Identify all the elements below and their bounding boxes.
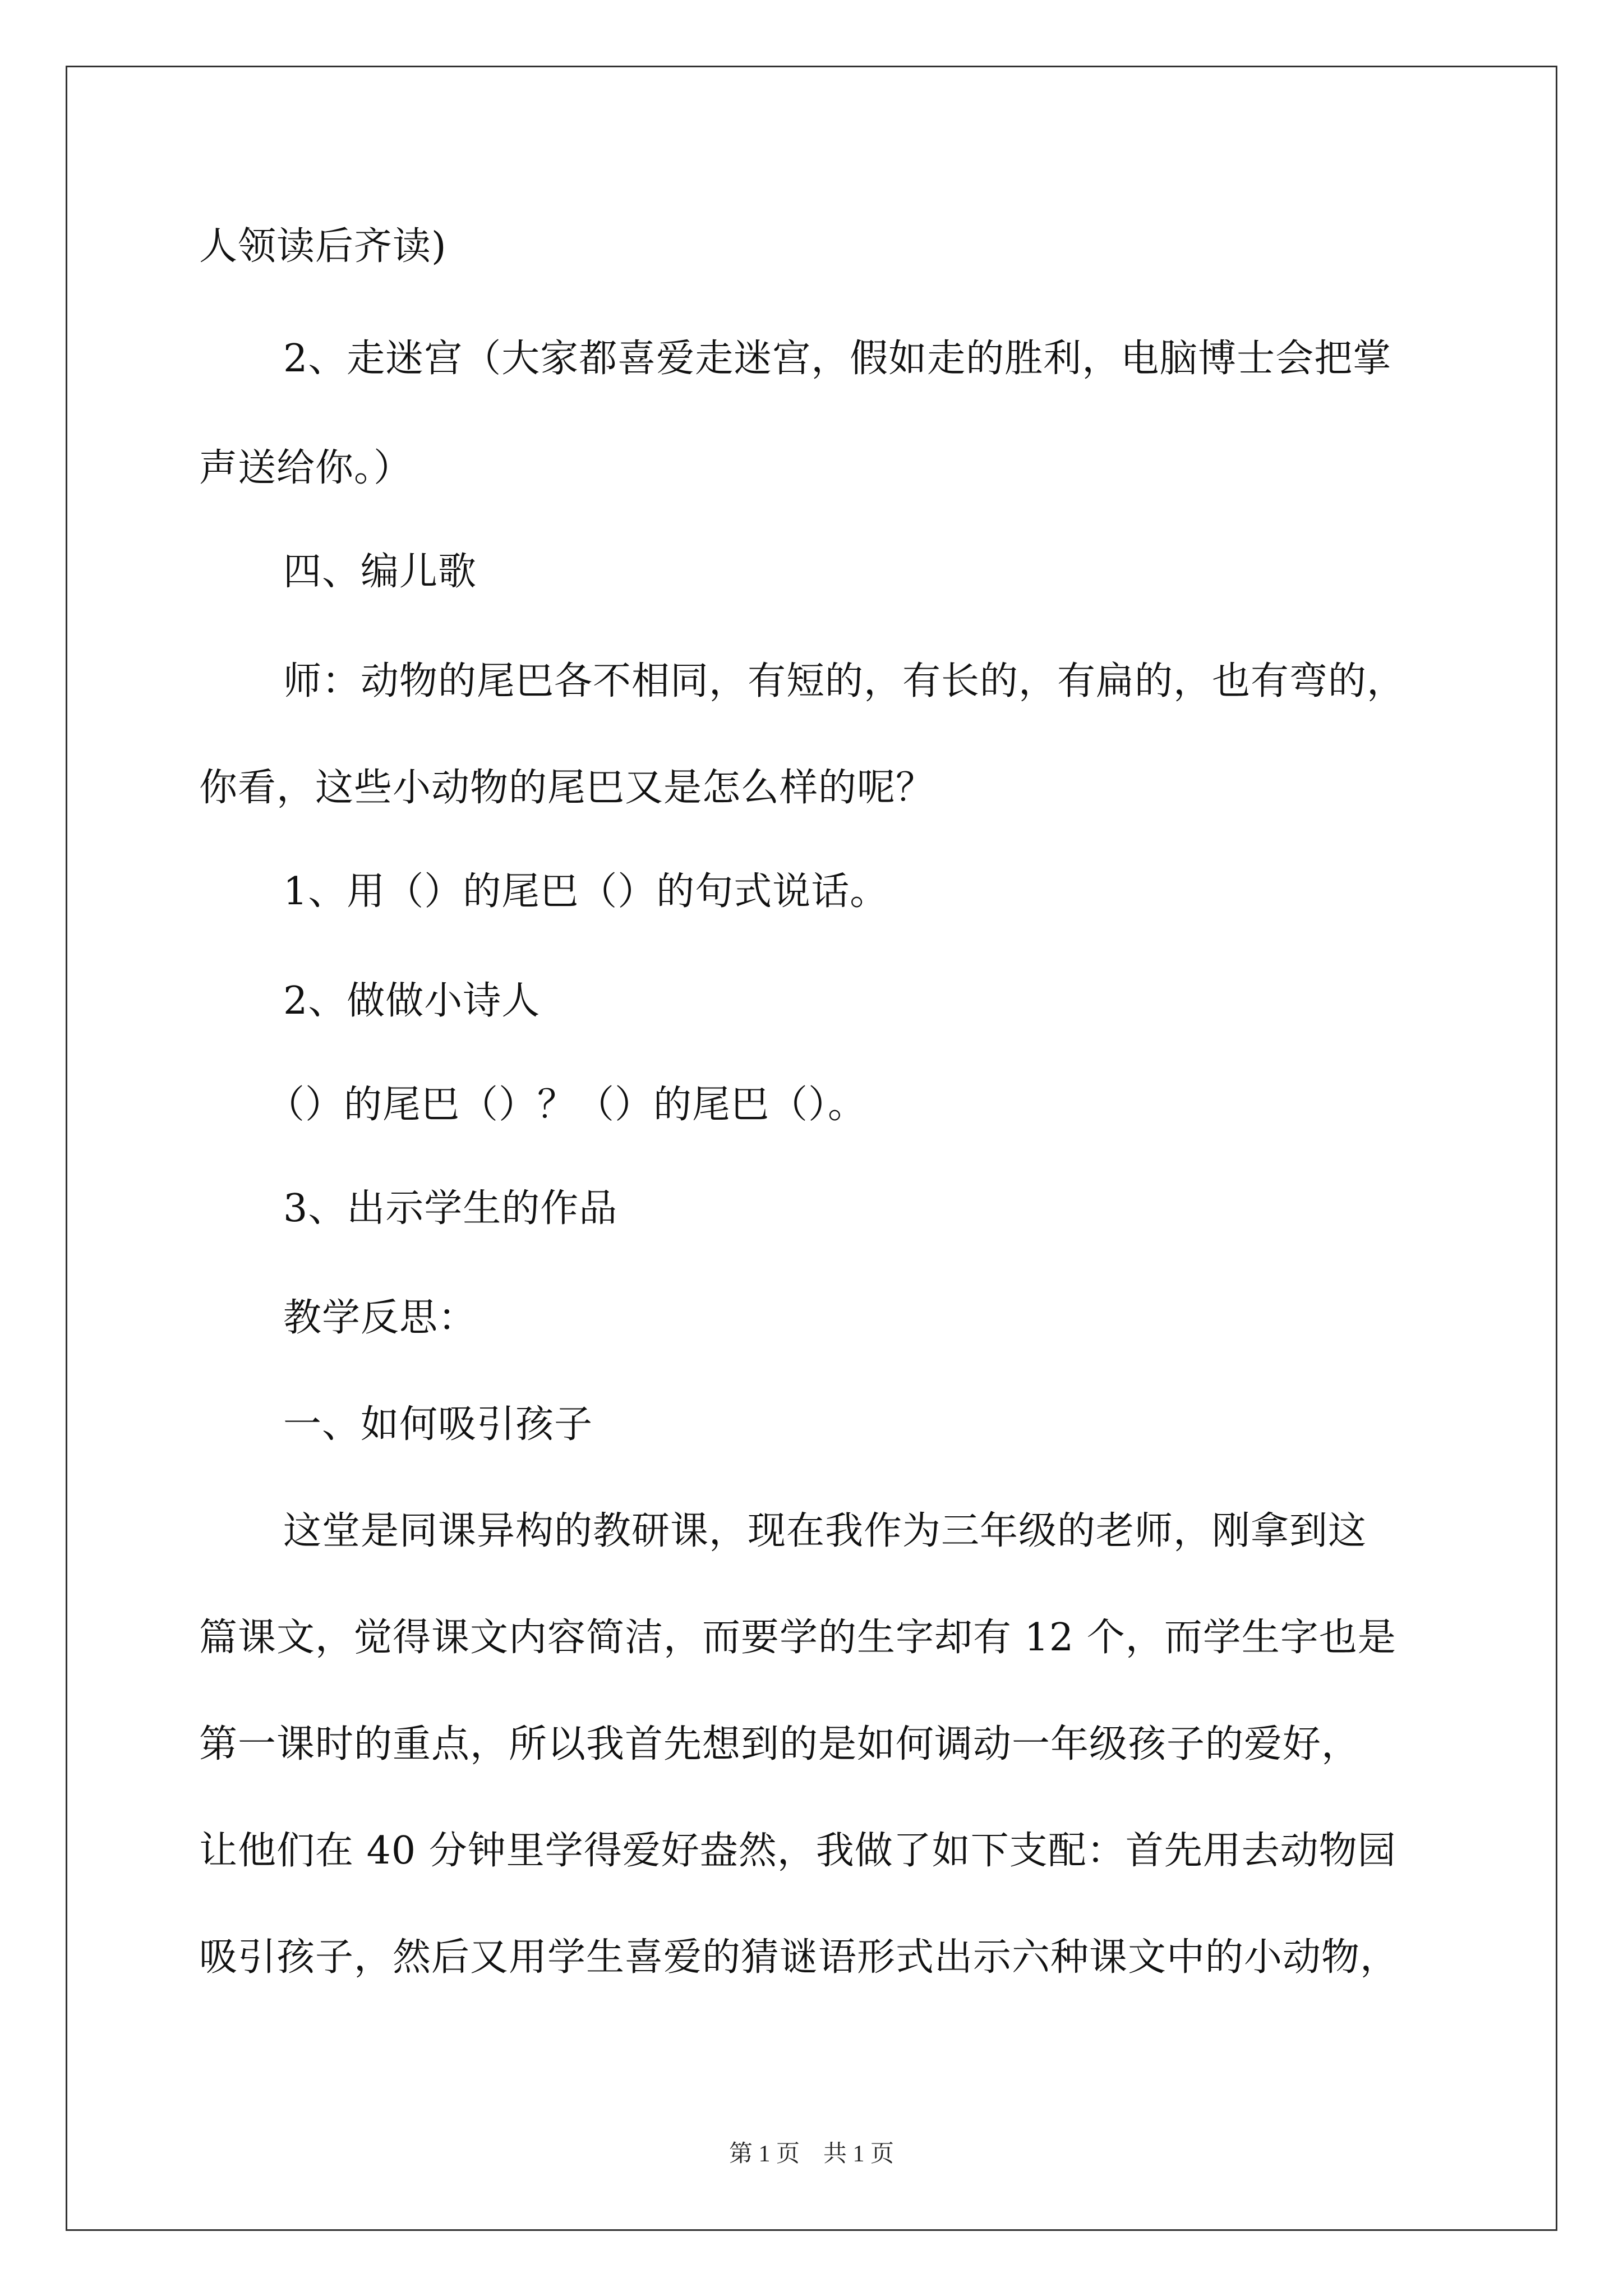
- section-heading: 一、如何吸引孩子: [283, 1402, 593, 1447]
- section-heading: 四、编儿歌: [283, 550, 477, 594]
- text-line: 1、用（）的尾巴（）的句式说话。: [283, 869, 889, 914]
- text-line: 师：动物的尾巴各不相同，有短的，有长的，有扁的，也有弯的，: [283, 659, 1406, 703]
- page-number: 第 1 页 共 1 页: [728, 2141, 894, 2167]
- text-line: 吸引孩子，然后又用学生喜爱的猜谜语形式出示六种课文中的小动物，: [199, 1935, 1399, 1980]
- text-line: 3、出示学生的作品: [283, 1186, 618, 1231]
- text-line: （）的尾巴（）？（）的尾巴（）。: [266, 1083, 867, 1127]
- text-line: 声送给你。）: [199, 446, 413, 490]
- section-heading: 教学反思：: [283, 1296, 477, 1340]
- page-border: [66, 66, 1557, 2231]
- text-line: 第一课时的重点，所以我首先想到的是如何调动一年级孩子的爱好，: [199, 1722, 1361, 1766]
- text-line: 2、走迷宫（大家都喜爱走迷宫，假如走的胜利，电脑博士会把掌: [283, 337, 1392, 381]
- text-line: 2、做做小诗人: [283, 979, 541, 1023]
- text-line: 你看，这些小动物的尾巴又是怎么样的呢？: [199, 766, 935, 810]
- text-line: 这堂是同课异构的教研课，现在我作为三年级的老师，刚拿到这: [283, 1509, 1367, 1553]
- text-line: 让他们在 40 分钟里学得爱好盎然，我做了如下支配：首先用去动物园: [199, 1829, 1396, 1873]
- text-line: 人领读后齐读): [199, 224, 447, 269]
- text-line: 篇课文，觉得课文内容简洁，而要学的生字却有 12 个，而学生字也是: [199, 1616, 1396, 1660]
